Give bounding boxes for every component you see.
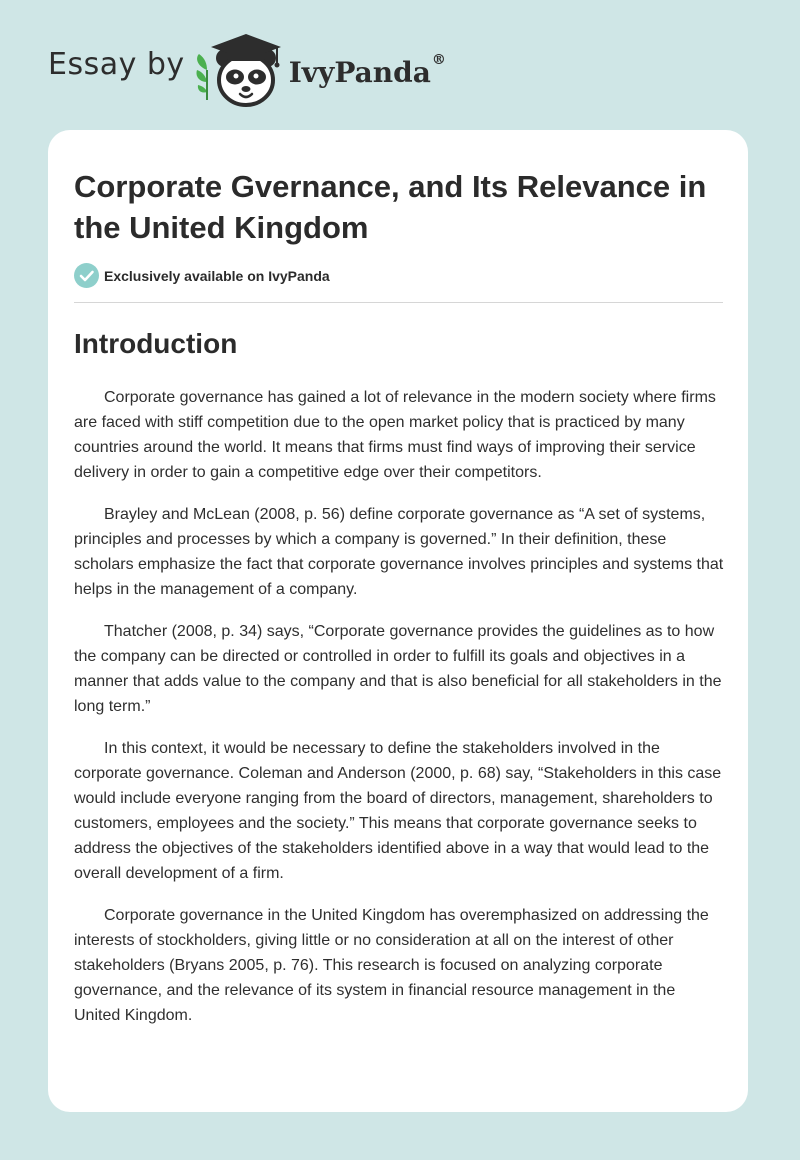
brand-prefix: Essay by	[48, 46, 185, 82]
exclusive-label: Exclusively available on IvyPanda	[104, 267, 330, 284]
essay-body	[74, 385, 724, 1045]
paragraph: In this context, it would be necessary to define the stakeholders involved in the corporate governance. Coleman and Anderson (2000, p. 68) say, “Stakeholders in this case would include everyone ranging from the board of directors, management, shareholders to customers, employees and the society.” This means that corporate governance seeks to address the objectives of the stakeholders identified above in a way that would lead to the overall development of a firm.	[74, 740, 722, 882]
title-divider	[74, 302, 723, 303]
brand-name[interactable]	[288, 51, 446, 89]
registered-mark: ®	[431, 51, 446, 68]
brand-name-text: IvyPanda	[288, 55, 431, 89]
paragraph: Brayley and McLean (2008, p. 56) define corporate governance as “A set of systems, principles and processes by which a company is governed.” In their definition, these scholars emphasize the fact that corporate governance involves principles and systems that helps in the management of a company.	[74, 506, 724, 598]
paragraph: Thatcher (2008, p. 34) says, “Corporate governance provides the guidelines as to how the company can be directed or controlled in order to fulfill its goals and objectives in a manner that adds value to the company and that is also beneficial for all stakeholders in the long term.”	[74, 623, 722, 715]
check-circle-icon	[74, 263, 99, 288]
section-heading: Introduction	[74, 328, 238, 359]
paragraph: Corporate governance in the United Kingdom has overemphasized on addressing the interests of stockholders, giving little or no consideration at all on the interest of other stakeholders (Bryans 2005, p. 76). This research is focused on analyzing corporate governance, and the relevance of its system in financial resource management in the United Kingdom.	[74, 907, 709, 1024]
essay-card	[48, 130, 748, 1112]
paragraph: Corporate governance has gained a lot of relevance in the modern society where firms are faced with stiff competition due to the open market policy that is practiced by many countries around the world. It means that firms must find ways of improving their service delivery in order to gain a competitive edge over their competitors.	[74, 389, 716, 481]
site-header	[48, 30, 446, 110]
essay-title: Corporate Gvernance, and Its Relevance in the United Kingdom	[74, 169, 707, 245]
exclusive-badge	[74, 263, 330, 288]
panda-logo-icon[interactable]	[195, 30, 287, 110]
